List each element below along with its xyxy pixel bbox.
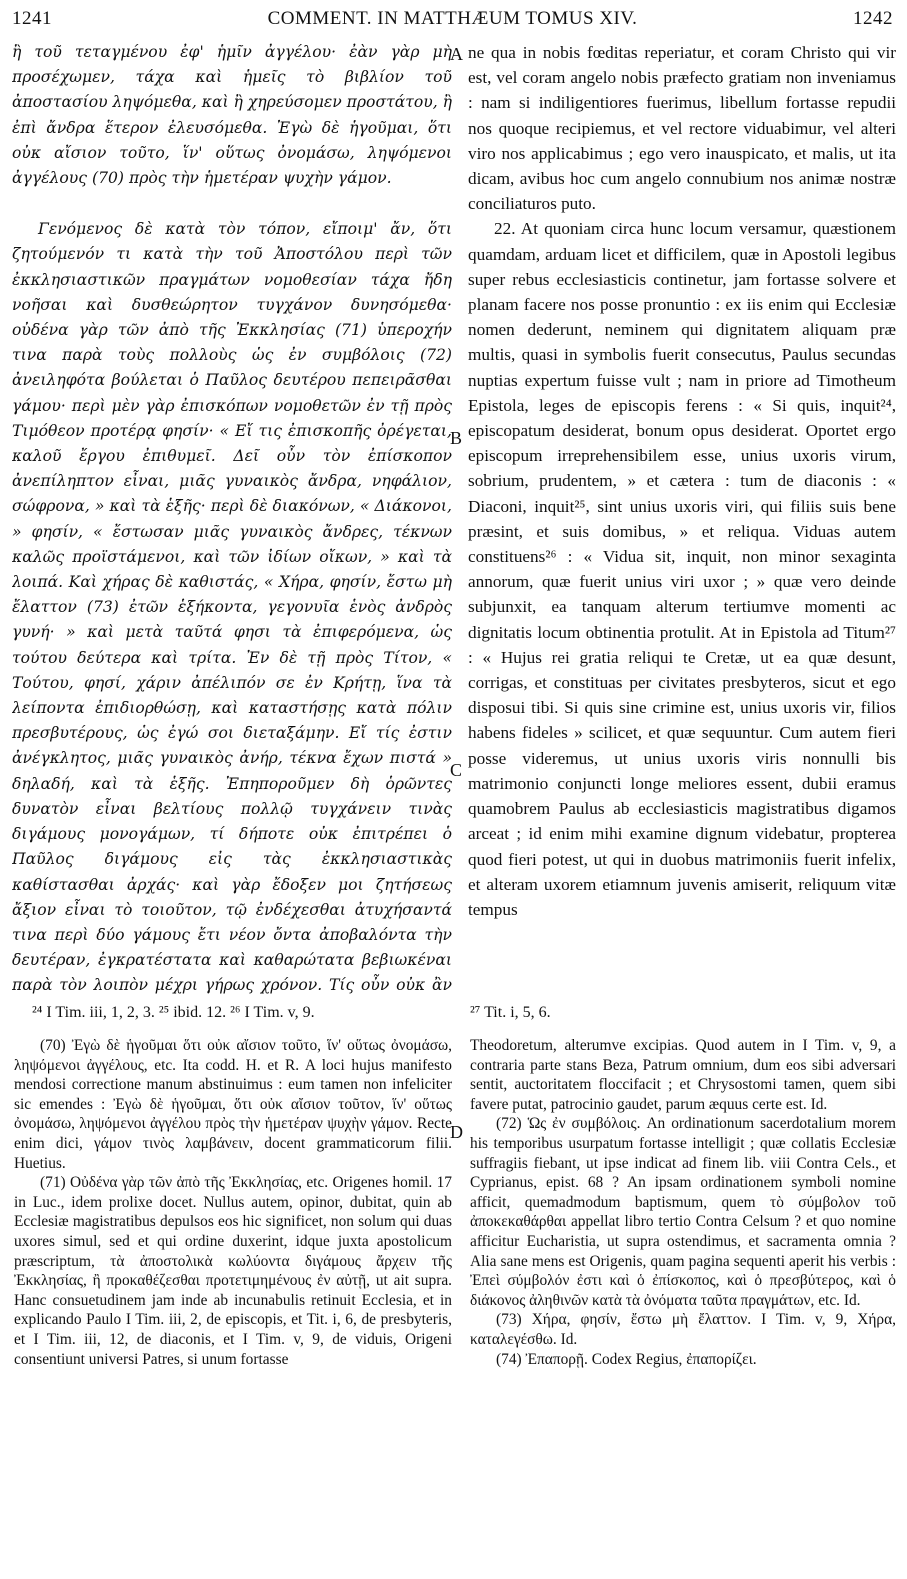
latin-paragraph-2: 22. At quoniam circa hunc locum versamur, quæstionem quamdam, arduam licet et difficilem, quæ in Apostoli legibus super rebus ecclesiasticis continetur, jam fortasse solvere et planam facere nos posse pronuntio : ex iis enim qui Ecclesiæ nomen dederunt, neminem qui dignitatem aliquam præ multis, quasi in symbolis fuerit consecutus, Paulus secundas nuptias expertum fuisse vult ; nam in priore ad Timotheum Epistola, leges de episcopis ferens : « Si quis, inquit²⁴, episcopatum desiderat, bonum opus desiderat. Oportet ergo episcopum irreprehensibilem esse, unius uxoris virum, sobrium, prudentem, » et cætera : tum de diaconis : « Diaconi, inquit²⁵, sint unius uxoris viri, qui filiis suis bene præsint, et suis domibus, » et reliqua. Viduas autem constituens²⁶ : « Vidua sit, inquit, non minor sexaginta annorum, quæ fuerit unius viri uxor ; » quæ vero deinde subjunxit, ea tanquam alterum tertiumve momenti ac dignitatis locum obtinentia protulit. At in Epistola ad Titum²⁷ : « Hujus rei gratia reliqui te Cretæ, ut ea quæ desunt, corrigas, et constituas per civitates presbyteros, sicut et ego disposui tibi. Si quis sine crimine est, unius uxoris vir, filios habens fideles » scilicet, et quæ sequuntur. Cum autem fieri posse videremus, ut unius uxoris viris nonnulli bis matrimonio conjuncti longe meliores essent, dubii eramus quamobrem Paulus ab ecclesiasticis magistratibus digamos arceat ; id enim mihi examine dignum videbatur, propterea quod fieri potest, ut qui in duobus matrimoniis fuerit infelix, et alteram uxorem etiamnum juvenis amiserit, reliquum vitæ tempus	[468, 219, 896, 919]
margin-letter-d: D	[450, 1122, 463, 1142]
page-number-left: 1241	[12, 8, 52, 29]
running-header	[12, 8, 893, 34]
greek-column	[12, 40, 452, 995]
greek-paragraph-1: ἢ τοῦ τεταγμένου ἐφ' ἡμῖν ἀγγέλου· ἐὰν γὰρ μὴ προσέχωμεν, τάχα καὶ ἡμεῖς τὸ βιβλίον τοῦ ἀποστασίου ληψόμεθα, καὶ ἢ χηρεύσομεν προστάτου, ἢ ἐπὶ ἄνδρα ἕτερον ἐλευσόμεθα. Ἐγὼ δὲ ἡγοῦμαι, ὅτι οὐκ αἴσιον τοῦτο, ἵν' οὕτως ὀνομάσω, ληψόμενοι ἀγγέλους (70) πρὸς τὴν ἡμετέραν ψυχὴν γάμον.	[12, 43, 452, 188]
note-70: (70) Ἐγὼ δὲ ἡγοῦμαι ὅτι οὐκ αἴσιον τοῦτο, ἵν' οὕτως ὀνομάσω, ληψόμενοι ἀγγέλους, etc. Ita codd. H. et R. A loci hujus manifesto mendosi correctione manum abstinuimus : eum tamen non infeliciter sic emendes : Ἐγὼ δὲ ἡγοῦμαι, ὅτι οὐκ αἴσιον τοῦτον, ἵν' οὕτως ὀνομάσω, ληψόμενοι ἀγγέλου πρὸς τὴν ἡμετέραν ψυχὴν γάμον. Recte enim dici, γάμον τινὸς λαμβάνειν, docent grammaticorum filii. Huetius.	[14, 1037, 452, 1172]
note-71: (71) Οὐδένα γὰρ τῶν ἀπὸ τῆς Ἐκκλησίας, etc. Origenes homil. 17 in Luc., idem prolixe docet. Nullus autem, opinor, dubitat, quin ab Ecclesiæ magistratibus depulsos eos hic significet, non solum qui duas uxores simul, sed et qui ordine duxerint, idque juxta apostolicum præscriptum, τὰ ἀποστολικὰ κωλύοντα διγάμους ἄρχειν τῆς Ἐκκλησίας, ἢ προκαθέζεσθαι προτετιμημένους ἐν αὐτῇ, ut ait supra. Hanc consuetudinem jam inde ab incunabulis retinuit Ecclesia, et in explicando Paulo I Tim. iii, 2, de episcopis, et Tit. i, 6, de presbyteris, et I Tim. iii, 12, de diaconis, et I Tim. v, 9, de viduis, Origeni consentiunt universi Patres, si unum fortasse	[14, 1174, 452, 1368]
note-72: (72) Ὡς ἐν συμβόλοις. An ordinationum sacerdotalium morem his temporibus usurpatum fortasse intelligit ; quæ collatis Ecclesiæ suffragiis fiebant, ut ipse indicat ad finem lib. viii Contra Cels., et Cyprianus, epist. 68 ? An ipsam ordinationem symboli nomine afficit, quemadmodum baptismum, quem τὸ σύμβολον τοῦ ἀποκεκαθάρθαι appellat libro tertio Contra Celsum ? et quo nomine afficitur Eucharistia, ut supra ostendimus, et sacramenta omnia ? Alia sane mens est Origenis, quam pagina sequenti aperit his verbis : Ἐπεὶ σύμβολόν ἐστι καὶ ὁ ἐπίσκοπος, καὶ ὁ πρεσβύτερος, καὶ ὁ διάκονος ἀληθινῶν κατὰ τὰ ὀνόματα ταῦτα πραγμάτων, etc. Id.	[470, 1115, 896, 1309]
note-continuation: Theodoretum, alterumve excipias. Quod autem in I Tim. v, 9, a contraria parte stans Beza, Patrum omnium, dum eos sibi adversari sentit, auctoritatem floccifacit ; et Chrysostomi tamen, quem sibi favere putat, patrocinio gaudet, parum æquus certe est. Id.	[470, 1037, 896, 1113]
page-number-right: 1242	[853, 8, 893, 29]
greek-paragraph-2: Γενόμενος δὲ κατὰ τὸν τόπον, εἴποιμ' ἄν, ὅτι ζητούμενόν τι κατὰ τὴν τοῦ Ἀποστόλου περὶ τῶν ἐκκλησιαστικῶν πραγμάτων νομοθεσίαν τάχα ἤδη νοῆσαι καὶ δυσθεώρητον τυγχάνον δυνησόμεθα· οὐδένα γὰρ τῶν ἀπὸ τῆς Ἐκκλησίας (71) ὑπεροχήν τινα παρὰ τοὺς πολλοὺς ὡς ἐν συμβόλοις (72) ἀνειληφότα βούλεται ὁ Παῦλος δευτέρου πεπειρᾶσθαι γάμου· περὶ μὲν γὰρ ἐπισκόπων νομοθετῶν ἐν τῇ πρὸς Τιμόθεον προτέρᾳ φησίν· « Εἴ τις ἐπισκοπῆς ὀρέγεται, καλοῦ ἔργου ἐπιθυμεῖ. Δεῖ οὖν τὸν ἐπίσκοπον ἀνεπίληπτον εἶναι, μιᾶς γυναικὸς ἄνδρα, νηφάλιον, σώφρονα, » καὶ τὰ ἑξῆς· περὶ δὲ διακόνων, « Διάκονοι, » φησίν, « ἔστωσαν μιᾶς γυναικὸς ἄνδρες, τέκνων καλῶς προϊστάμενοι, καὶ τῶν ἰδίων οἴκων, » καὶ τὰ λοιπά. Καὶ χήρας δὲ καθιστάς, « Χήρα, φησίν, ἔστω μὴ ἔλαττον (73) ἐτῶν ἑξήκοντα, γεγονυῖα ἑνὸς ἀνδρὸς γυνή· » καὶ μετὰ ταῦτά φησι τὰ ἐπιφερόμενα, ὡς τούτου δεύτερα καὶ τρίτα. Ἐν δὲ τῇ πρὸς Τίτον, « Τούτου, φησί, χάριν ἀπέλιπόν σε ἐν Κρήτῃ, ἵνα τὰ λείποντα ἐπιδιορθώσῃ, καὶ καταστήσῃς κατὰ πόλιν πρεσβυτέρους, ὡς ἐγώ σοι διεταξάμην. Εἴ τίς ἐστιν ἀνέγκλητος, μιᾶς γυναικὸς ἀνήρ, τέκνα ἔχων πιστά » δηλαδή, καὶ τὰ ἑξῆς. Ἐπηπορoῦμεν δὴ ὁρῶντες δυνατὸν εἶναι βελτίους πολλῷ τυγχάνειν τινὰς διγάμους μονογάμων, τί δήποτε οὐκ ἐπιτρέπει ὁ Παῦλος διγάμους εἰς τὰς ἐκκλησιαστικὰς καθίστασθαι ἀρχάς· καὶ γὰρ ἔδοξεν μοι ζητήσεως ἄξιον εἶναι τὸ τοιοῦτον, τῷ ἐνδέχεσθαι ἀτυχήσαντά τινα περὶ δύο γάμους ἔτι νέον ὄντα ἀποβαλόντα τὴν δευτέραν, ἐγκρατέστατα καὶ καθαρώτατα βεβιωκέναι παρὰ τὸν λοιπὸν μέχρι γήρως χρόνον. Τίς οὖν οὐκ ἂν	[12, 220, 452, 995]
notes-right-column	[470, 1036, 896, 1572]
latin-column	[468, 40, 896, 995]
note-74: (74) Ἐπαπορῇ. Codex Regius, ἐπαπορίζει.	[496, 1350, 757, 1368]
latin-paragraph-1: ne qua in nobis fœditas reperiatur, et coram Christo qui vir est, vel coram angelo nobis præfecto gratiam non inveniamus : nam si indiligentiores fuerimus, libellum fortasse repudii nos quoque recipiemus, et vel rectore viduabimur, vel alteri viro nos applicabimus ; ego vero inauspicato, et malis, ut ita dicam, avibus hoc cum angelo connubium nos animæ nostræ conciliaturos puto.	[468, 43, 896, 214]
margin-letter-b: B	[450, 428, 463, 448]
note-73: (73) Χήρα, φησίν, ἔστω μὴ ἔλαττον. I Tim. v, 9, Χήρα, καταλεγέσθω. Id.	[470, 1311, 896, 1348]
scripture-references-right: ²⁷ Tit. i, 5, 6.	[470, 1004, 551, 1021]
notes-left-column	[14, 1036, 452, 1572]
margin-letter-a: A	[450, 44, 463, 64]
running-title: COMMENT. IN MATTHÆUM TOMUS XIV.	[267, 8, 638, 29]
margin-letter-c: C	[450, 760, 463, 780]
scripture-references-left: ²⁴ I Tim. iii, 1, 2, 3. ²⁵ ibid. 12. ²⁶ I Tim. v, 9.	[32, 1004, 315, 1021]
